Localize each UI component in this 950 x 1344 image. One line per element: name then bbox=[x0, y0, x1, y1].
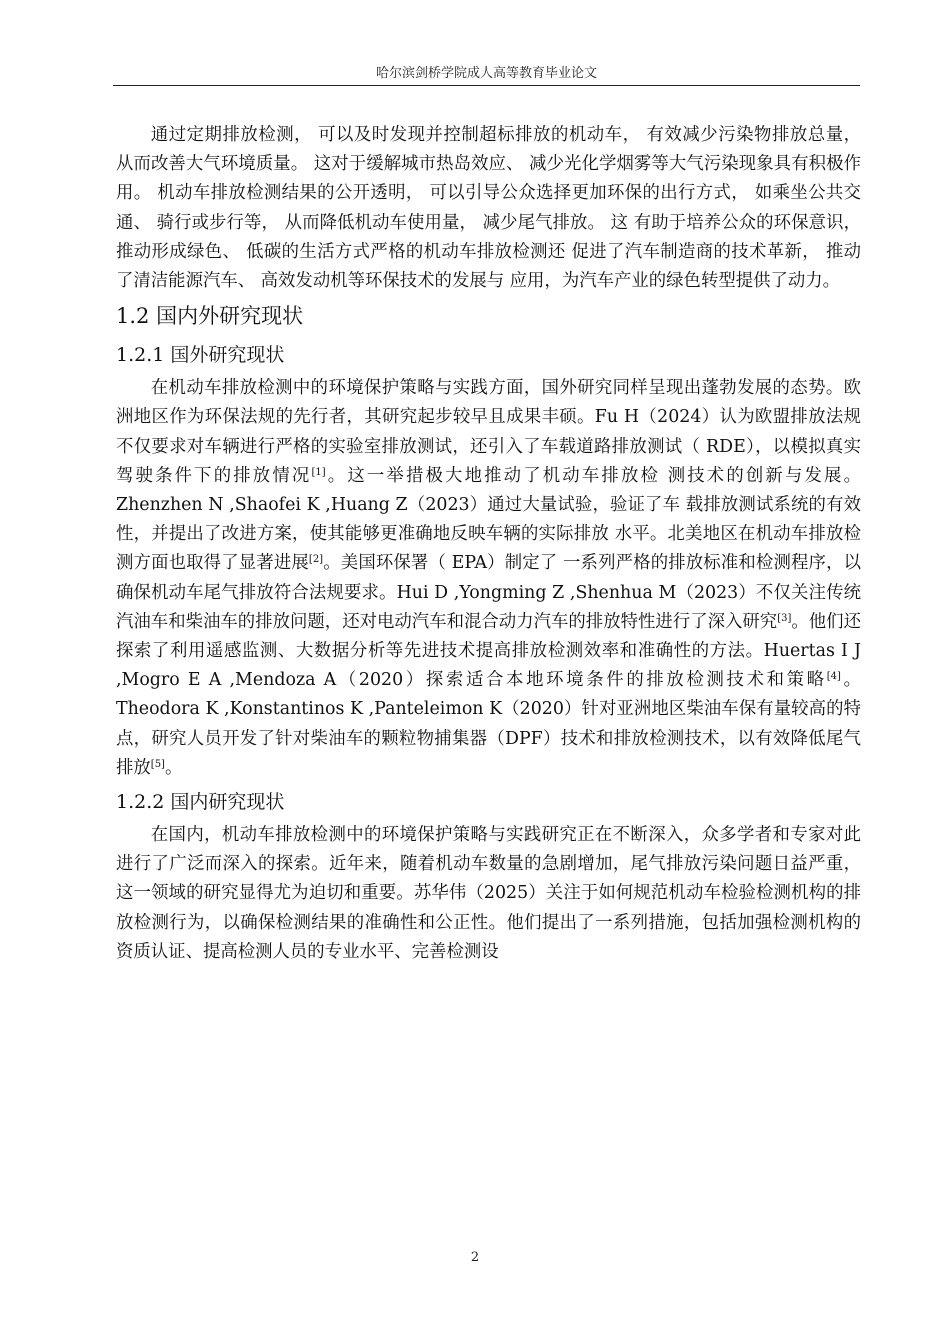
citation-5: [5] bbox=[150, 758, 165, 770]
section-heading-1-2-1: 1.2.1 国外研究现状 bbox=[116, 344, 285, 367]
paragraph-text: 。美国环保署（ EPA）制定了 一系列严格的排放标准和检测程序，以确保机动车尾气排放符合法规要求。Hui D ,Yongming Z ,Shenhua M（2023）不仅关注传统汽油车和柴油车的排放问题，还对电动汽车和混合动力汽车的排放特性进行了深入研究 bbox=[116, 553, 861, 632]
header-rule bbox=[113, 85, 860, 86]
citation-2: [2] bbox=[308, 554, 324, 566]
running-header: 哈尔滨剑桥学院成人高等教育毕业论文 bbox=[375, 66, 597, 81]
paragraph-text: 。Theodora K ,Konstantinos K ,Panteleimon K（2020）针对亚洲地区柴油车保有量较高的特点，研究人员开发了针对柴油车的颗粒物捕集器（DPF）技术和排放检测技术，以有效降低尾气排放 bbox=[116, 670, 861, 778]
citation-4: [4] bbox=[826, 671, 841, 683]
citation-3: [3] bbox=[777, 612, 792, 624]
domestic-research-paragraph: 在国内，机动车排放检测中的环境保护策略与实践研究正在不断深入，众多学者和专家对此进行了广泛而深入的探索。近年来，随着机动车数量的急剧增加，尾气排放污染问题日益严重，这一领域的研究显得尤为迫切和重要。苏华伟（2025）关注于如何规范机动车检验检测机构的排放检测行为，以确保检测结果的准确性和公正性。他们提出了一系列措施，包括加强检测机构的资质认证、提高检测人员的专业水平、完善检测设 bbox=[116, 825, 861, 962]
paragraph-text: 。这一举措极大地推动了机动车排放检 测技术的创新与发展。Zhenzhen N ,Shaofei K ,Huang Z（2023）通过大量试验，验证了车 载排放测试系统的有效性，并提出了改进方案，使其能够更准确地反映车辆的实际排放 水平。北美地区在机动车排放检测方面也取得了显著进展 bbox=[116, 465, 861, 574]
intro-paragraph: 通过定期排放检测， 可以及时发现并控制超标排放的机动车， 有效减少污染物排放总量， 从而改善大气环境质量。 这对于缓解城市热岛效应、 减少光化学烟雾等大气污染现象具有积极作用。 机动车排放检测结果的公开透明， 可以引导公众选择更加环保的出行方式， 如乘坐公共交通、 骑行或步行等， 从而降低机动车使用量， 减少尾气排放。 这 有助于培养公众的环保意识， 推动形成绿色、 低碳的生活方式严格的机动车排放检测还 促进了汽车制造商的技术革新， 推动了清洁能源汽车、 高效发动机等环保技术的发展与 应用，为汽车产业的绿色转型提供了动力。 bbox=[116, 125, 861, 292]
paragraph-text: 。 bbox=[164, 757, 183, 778]
section-heading-1-2-2: 1.2.2 国内研究现状 bbox=[116, 791, 285, 814]
citation-1: [1] bbox=[311, 466, 326, 478]
paragraph-text: 。他们还探索了利用遥感监测、大数据分析等先进技术提高排放检测效率和准确性的方法。Huertas I J ,Mogro E A ,Mendoza A（2020）探索适合本地环境条件的排放检测技术和策略 bbox=[116, 611, 861, 691]
paragraph-text: 在机动车排放检测中的环境保护策略与实践方面，国外研究同样呈现出蓬勃发展的态势。欧洲地区作为环保法规的先行者，其研究起步较早且成果丰硕。Fu H（2024）认为欧盟排放法规不仅要求对车辆进行严格的实验室排放测试，还引入了车载道路排放测试（ RDE），以模拟真实驾驶条件下的排放情况 bbox=[116, 378, 861, 486]
section-heading-1-2: 1.2 国内外研究现状 bbox=[116, 304, 304, 329]
page-number: 2 bbox=[470, 1250, 480, 1265]
foreign-research-paragraph bbox=[116, 374, 861, 783]
body-text bbox=[116, 121, 861, 967]
